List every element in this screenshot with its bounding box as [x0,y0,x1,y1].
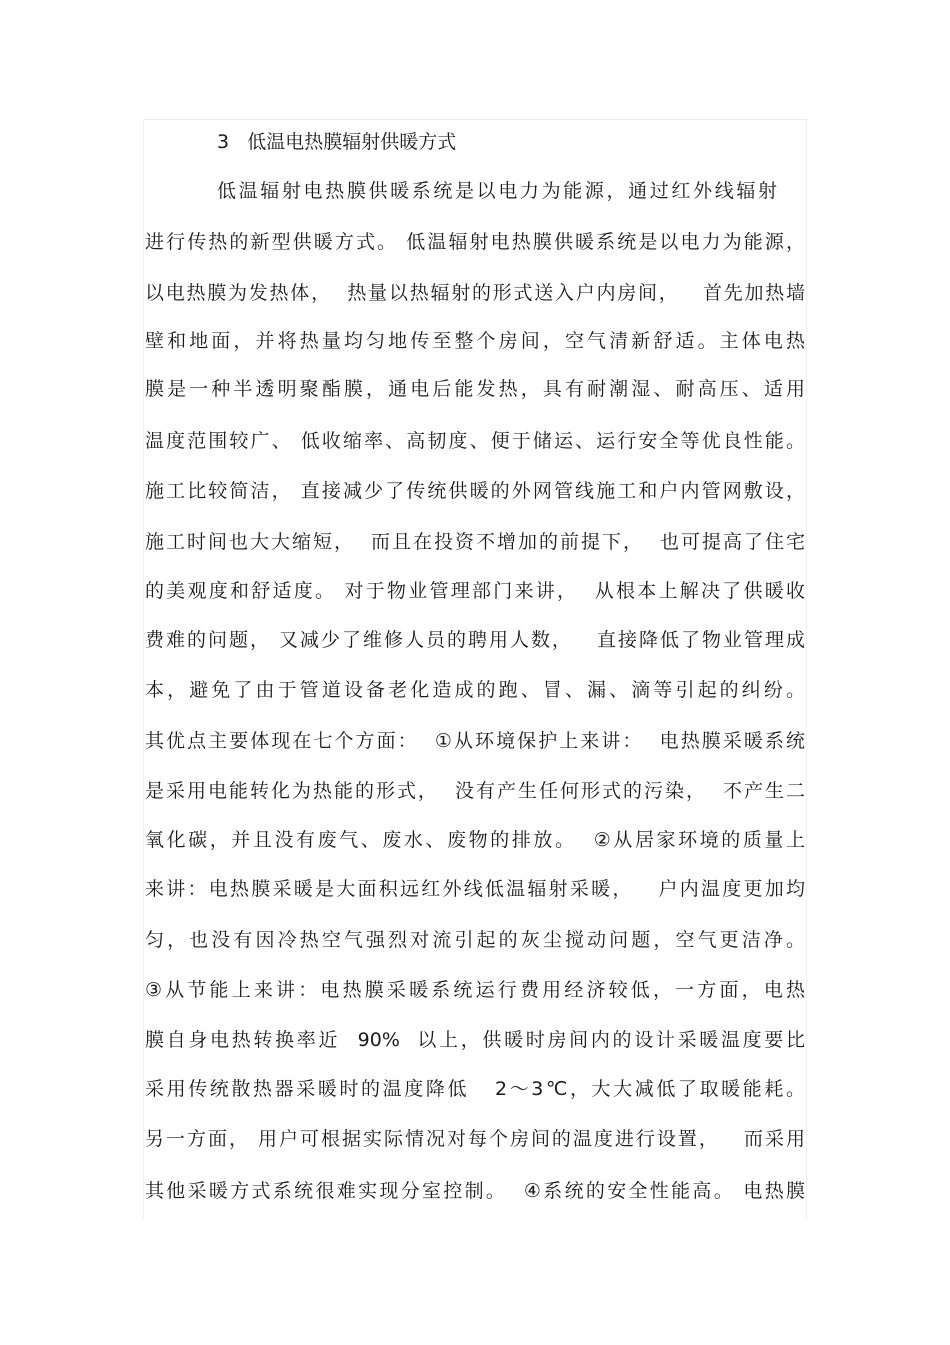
paragraph-line: 是采用电能转化为热能的形式， 没有产生任何形式的污染， 不产生二 [145,780,805,802]
paragraph-line: 进行传热的新型供暖方式。 低温辐射电热膜供暖系统是以电力为能源， [145,231,805,253]
section-heading: 3 低温电热膜辐射供暖方式 [217,131,457,153]
paragraph-line: 施工时间也大大缩短， 而且在投资不增加的前提下， 也可提高了住宅 [145,531,805,553]
paragraph-line: 匀，也没有因冷热空气强烈对流引起的灰尘搅动问题，空气更洁净。 [145,929,805,951]
paragraph-line: 膜是一种半透明聚酯膜，通电后能发热，具有耐潮湿、耐高压、适用 [145,378,805,400]
paragraph-line: 膜自身电热转换率近 90% 以上，供暖时房间内的设计采暖温度要比 [145,1029,805,1051]
paragraph-line: 来讲：电热膜采暖是大面积远红外线低温辐射采暖， 户内温度更加均 [145,878,805,900]
paragraph-line: 的美观度和舒适度。 对于物业管理部门来讲， 从根本上解决了供暖收 [145,580,805,602]
paragraph-line: 其优点主要体现在七个方面： ①从环境保护上来讲： 电热膜采暖系统 [145,730,805,752]
paragraph-line: 其他采暖方式系统很难实现分室控制。 ④系统的安全性能高。 电热膜 [145,1180,805,1202]
paragraph-line: 以电热膜为发热体， 热量以热辐射的形式送入户内房间， 首先加热墙 [145,282,805,304]
paragraph-line: ③从节能上来讲：电热膜采暖系统运行费用经济较低，一方面，电热 [145,979,805,1001]
paragraph-line: 温度范围较广、 低收缩率、高韧度、便于储运、运行安全等优良性能。 [145,430,805,452]
paragraph-line: 壁和地面，并将热量均匀地传至整个房间，空气清新舒适。主体电热 [145,330,805,352]
paragraph-line: 施工比较简洁， 直接减少了传统供暖的外网管线施工和户内管网敷设， [145,480,805,502]
paragraph-line: 采用传统散热器采暖时的温度降低 2～3℃，大大减低了取暖能耗。 [145,1078,805,1100]
paragraph-line: 氧化碳，并且没有废气、废水、废物的排放。 ②从居家环境的质量上 [145,829,805,851]
paragraph-line: 另一方面， 用户可根据实际情况对每个房间的温度进行设置， 而采用 [145,1128,805,1150]
paragraph-line: 本，避免了由于管道设备老化造成的跑、冒、漏、滴等引起的纠纷。 [145,679,805,701]
paragraph-line: 费难的问题， 又减少了维修人员的聘用人数， 直接降低了物业管理成 [145,629,805,651]
paragraph-line: 低温辐射电热膜供暖系统是以电力为能源，通过红外线辐射 [217,180,777,202]
